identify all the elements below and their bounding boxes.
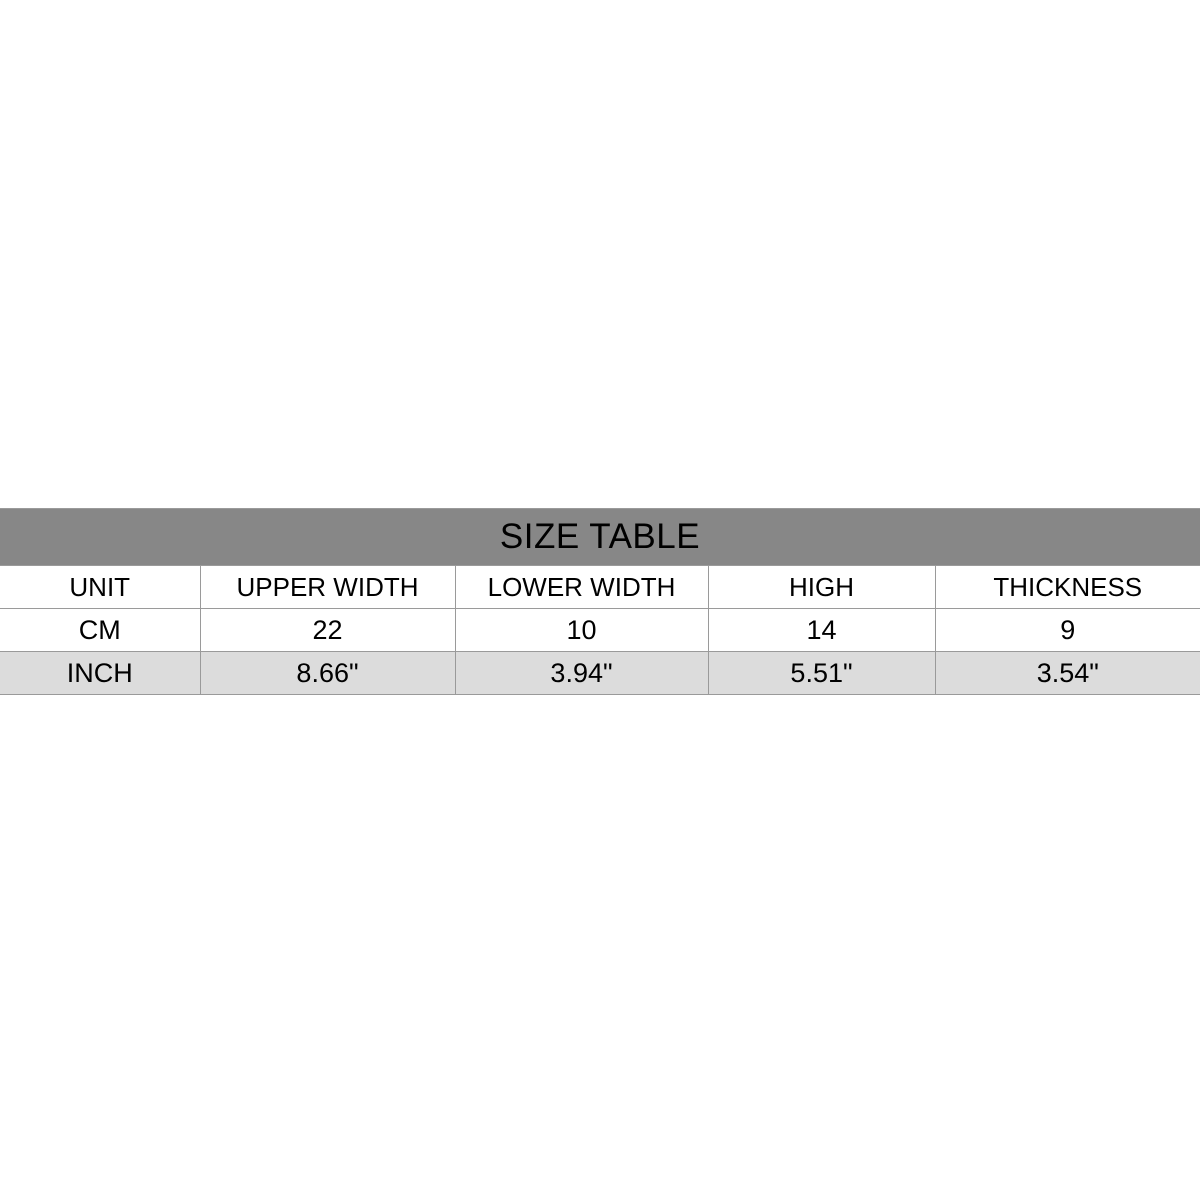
table-title-row bbox=[0, 509, 1200, 566]
column-header-lower-width: LOWER WIDTH bbox=[455, 566, 708, 609]
cell-thickness-inch: 3.54" bbox=[935, 652, 1200, 695]
size-table-container bbox=[0, 508, 1200, 695]
cell-unit-inch: INCH bbox=[0, 652, 200, 695]
column-header-unit: UNIT bbox=[0, 566, 200, 609]
table-row bbox=[0, 609, 1200, 652]
cell-unit-cm: CM bbox=[0, 609, 200, 652]
table-row bbox=[0, 652, 1200, 695]
size-table bbox=[0, 508, 1200, 695]
cell-lower-width-cm: 10 bbox=[455, 609, 708, 652]
table-header-row bbox=[0, 566, 1200, 609]
column-header-high: HIGH bbox=[708, 566, 935, 609]
cell-upper-width-cm: 22 bbox=[200, 609, 455, 652]
table-title: SIZE TABLE bbox=[0, 509, 1200, 566]
cell-high-cm: 14 bbox=[708, 609, 935, 652]
cell-thickness-cm: 9 bbox=[935, 609, 1200, 652]
cell-upper-width-inch: 8.66" bbox=[200, 652, 455, 695]
column-header-upper-width: UPPER WIDTH bbox=[200, 566, 455, 609]
cell-lower-width-inch: 3.94" bbox=[455, 652, 708, 695]
cell-high-inch: 5.51" bbox=[708, 652, 935, 695]
column-header-thickness: THICKNESS bbox=[935, 566, 1200, 609]
